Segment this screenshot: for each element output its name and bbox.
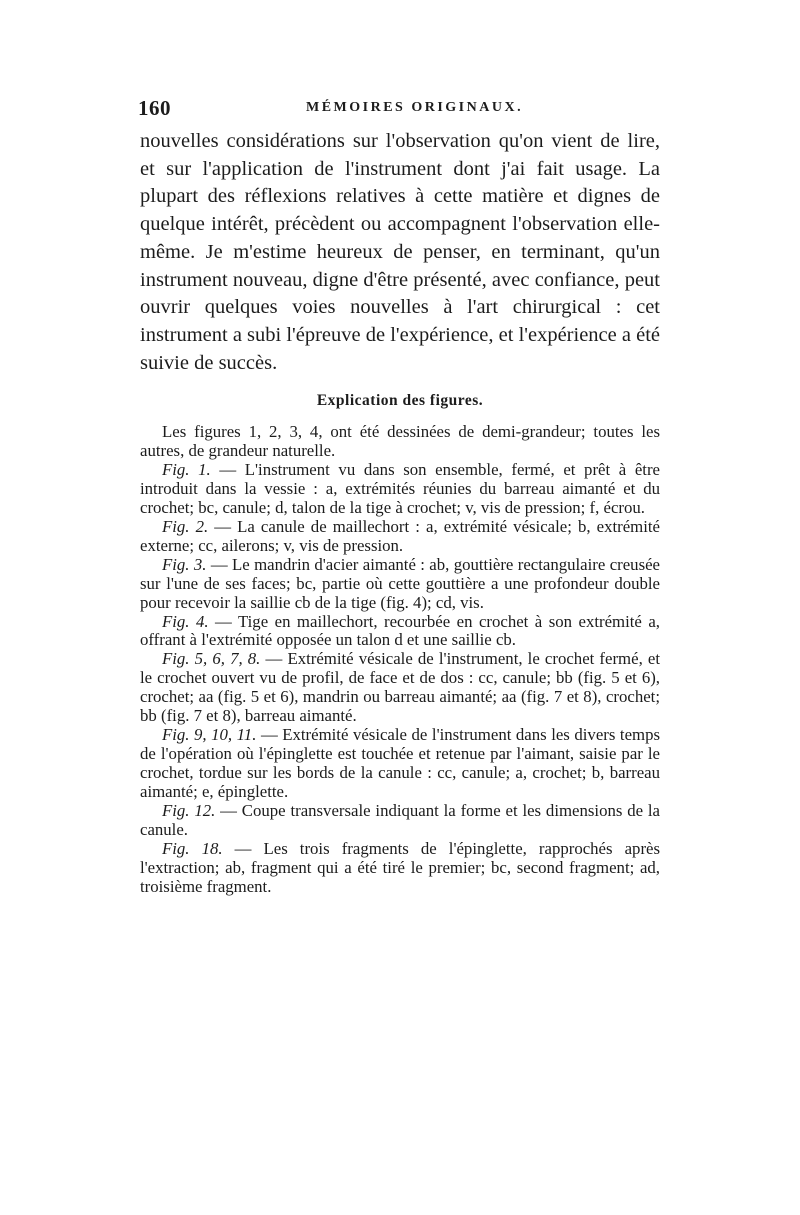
- running-title: MÉMOIRES ORIGINAUX.: [306, 100, 524, 115]
- caption-fig-4: Fig. 4. — Tige en maillechort, recourbée en crochet à son extrémité a, offrant à l'extrémité opposée un talon d et une saillie cb.: [140, 611, 660, 650]
- body-text: [140, 128, 660, 377]
- fig-label: Fig. 18.: [162, 838, 223, 858]
- fig-label: Fig. 1.: [162, 459, 211, 479]
- caption-fig-18: Fig. 18. — Les trois fragments de l'épinglette, rapprochés après l'extraction; ab, fragment qui a été tiré le premier; bc, second fragment; ad, troisième fragment.: [140, 838, 661, 896]
- caption-fig-3: Fig. 3. — Le mandrin d'acier aimanté : ab, gouttière rectangulaire creusée sur l'une de ses faces; bc, partie où cette gouttière a une profondeur double pour recevoir la saillie cb de la tige (fig. 4); cd, vis.: [140, 554, 661, 612]
- body-paragraph: nouvelles considérations sur l'observation qu'on vient de lire, et sur l'application de l'instrument dont j'ai fait usage. La plupart des réflexions relatives à cette matière et dignes de quelque intérêt, précèdent ou accompagnent l'observation elle-même. Je m'estime heureux de penser, en terminant, qu'un instrument nouveau, digne d'être présenté, avec confiance, peut ouvrir quelques voies nouvelles à l'art chirurgical : cet instrument a subi l'épreuve de l'expérience, et l'expérience a été suivie de succès.: [140, 130, 660, 374]
- fig-label: Fig. 12.: [162, 801, 216, 821]
- figure-captions: [140, 423, 660, 897]
- caption-fig-2: Fig. 2. — La canule de maillechort : a, extrémité vésicale; b, extrémité externe; cc, ailerons; v, vis de pression.: [140, 516, 661, 555]
- caption-fig-9-11: Fig. 9, 10, 11. — Extrémité vésicale de l'instrument dans les divers temps de l'opération où l'épinglette est touchée et retenue par l'aimant, saisie par le crochet, tordue sur les bords de la canule : cc, canule; a, crochet; b, barreau aimanté; e, épinglette.: [140, 725, 660, 802]
- section-title: Explication des figures.: [316, 392, 484, 409]
- fig-label: Fig. 2.: [162, 516, 209, 536]
- fig-label: Fig. 5, 6, 7, 8.: [162, 649, 261, 669]
- caption-fig-5-8: Fig. 5, 6, 7, 8. — Extrémité vésicale de l'instrument, le crochet fermé, et le crochet ouvert vu de profil, de face et de dos : cc, canule; bb (fig. 5 et 6), crochet; aa (fig. 5 et 6), mandrin ou barreau aimanté; aa (fig. 7 et 8), crochet; bb (fig. 7 et 8), barreau aimanté.: [140, 649, 661, 726]
- fig-label: Fig. 4.: [162, 611, 209, 631]
- fig-label: Fig. 3.: [162, 554, 207, 574]
- page-number: 160: [138, 96, 171, 120]
- caption-fig-1: Fig. 1. — L'instrument vu dans son ensemble, fermé, et prêt à être introduit dans la vessie : a, extrémités réunies du barreau aimanté et du crochet; bc, canule; d, talon de la tige à crochet; v, vis de pression; f, écrou.: [140, 459, 660, 517]
- fig-label: Fig. 9, 10, 11.: [162, 725, 257, 745]
- caption-fig-12: Fig. 12. — Coupe transversale indiquant la forme et les dimensions de la canule.: [140, 801, 661, 840]
- page-header: [138, 96, 658, 122]
- caption-intro: Les figures 1, 2, 3, 4, ont été dessinées de demi-grandeur; toutes les autres, de grandeur naturelle.: [140, 422, 660, 460]
